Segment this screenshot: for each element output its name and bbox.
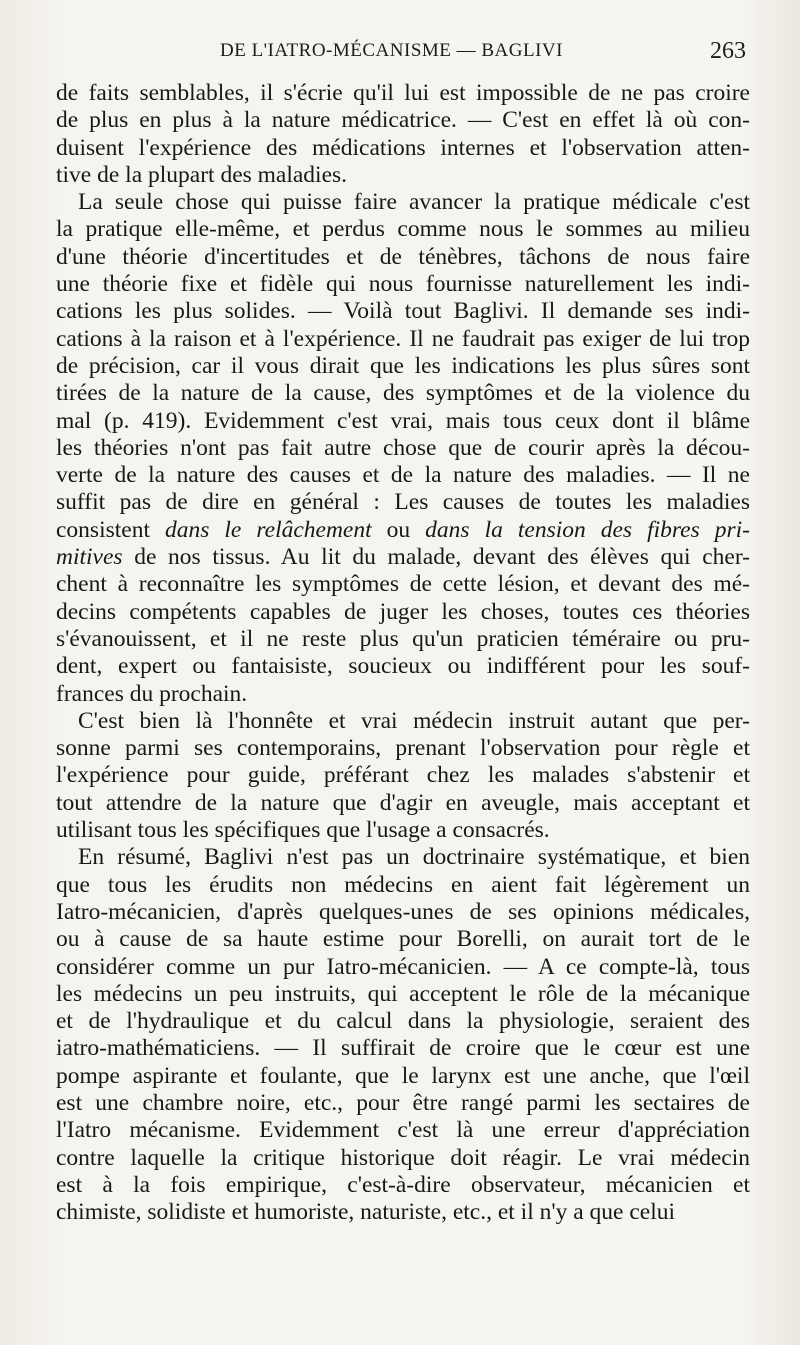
text-line: cations à la raison et à l'expérience. Il ne faudrait pas exiger de lui trop bbox=[56, 325, 750, 352]
text-line: est une chambre noire, etc., pour être rangé parmi les sectaires de bbox=[56, 1089, 750, 1116]
page-header bbox=[60, 40, 750, 70]
text-line: contre laquelle la critique historique doit réagir. Le vrai médecin bbox=[56, 1144, 750, 1171]
text-line: l'Iatro mécanisme. Evidemment c'est là une erreur d'appréciation bbox=[56, 1117, 750, 1144]
text-line: ou à cause de sa haute estime pour Borelli, on aurait tort de le bbox=[56, 926, 750, 953]
text-line: mal (p. 419). Evidemment c'est vrai, mais tous ceux dont il blâme bbox=[56, 407, 750, 434]
text-line: que tous les érudits non médecins en aient fait légèrement un bbox=[56, 871, 750, 898]
text-line: chent à reconnaître les symptômes de cette lésion, et devant des mé- bbox=[56, 571, 750, 598]
text-line: iatro-mathématiciens. — Il suffirait de croire que le cœur est une bbox=[56, 1035, 750, 1062]
text-line: les théories n'ont pas fait autre chose que de courir après la décou- bbox=[56, 434, 750, 461]
page-number: 263 bbox=[710, 38, 746, 64]
text-line: frances du prochain. bbox=[56, 680, 248, 707]
text-line: d'une théorie d'incertitudes et de ténèbres, tâchons de nous faire bbox=[56, 243, 750, 270]
text-line: decins compétents capables de juger les choses, toutes ces théories bbox=[56, 598, 750, 625]
text-line: duisent l'expérience des médications internes et l'observation atten- bbox=[56, 134, 750, 161]
text-line: C'est bien là l'honnête et vrai médecin instruit autant que per- bbox=[78, 707, 750, 734]
text-line: cations les plus solides. — Voilà tout Baglivi. Il demande ses indi- bbox=[56, 298, 750, 325]
text-line: de plus en plus à la nature médicatrice. — C'est en effet là où con- bbox=[56, 107, 750, 134]
text-line: verte de la nature des causes et de la nature des maladies. — Il ne bbox=[56, 462, 750, 489]
text-line: utilisant tous les spécifiques que l'usage a consacrés. bbox=[56, 817, 550, 844]
text-line: Iatro-mécanicien, d'après quelques-unes de ses opinions médicales, bbox=[56, 898, 750, 925]
text-line: est à la fois empirique, c'est-à-dire observateur, mécanicien et bbox=[56, 1171, 750, 1198]
text-line: s'évanouissent, et il ne reste plus qu'un praticien téméraire ou pru- bbox=[56, 625, 750, 652]
text-line: les médecins un peu instruits, qui acceptent le rôle de la mécanique bbox=[56, 980, 750, 1007]
paragraph bbox=[56, 80, 750, 189]
paragraph bbox=[56, 189, 750, 708]
text-line: pompe aspirante et foulante, que le larynx est une anche, que l'œil bbox=[56, 1062, 750, 1089]
text-line: consistent dans le relâchement ou dans la tension des fibres pri- bbox=[56, 516, 750, 543]
text-line: chimiste, solidiste et humoriste, naturiste, etc., et il n'y a que celui bbox=[56, 1199, 675, 1226]
text-line: et de l'hydraulique et du calcul dans la physiologie, seraient des bbox=[56, 1008, 750, 1035]
text-line: tirées de la nature de la cause, des symptômes et de la violence du bbox=[56, 380, 750, 407]
text-line: suffit pas de dire en général : Les causes de toutes les maladies bbox=[56, 489, 750, 516]
text-line: mitives de nos tissus. Au lit du malade, devant des élèves qui cher- bbox=[56, 544, 750, 571]
text-line: de faits semblables, il s'écrie qu'il lui est impossible de ne pas croire bbox=[56, 80, 750, 106]
text-line: En résumé, Baglivi n'est pas un doctrinaire systématique, et bien bbox=[78, 844, 750, 871]
text-line: dent, expert ou fantaisiste, soucieux ou indifférent pour les souf- bbox=[56, 653, 750, 680]
text-line: la pratique elle-même, et perdus comme nous le sommes au milieu bbox=[56, 216, 750, 243]
running-head: DE L'IATRO-MÉCANISME — BAGLIVI bbox=[220, 40, 563, 61]
paragraph bbox=[56, 844, 750, 1226]
text-line: une théorie fixe et fidèle qui nous fournisse naturellement les indi- bbox=[56, 271, 750, 298]
paragraph bbox=[56, 708, 750, 844]
text-line: tive de la plupart des maladies. bbox=[56, 161, 348, 188]
text-line: considérer comme un pur Iatro-mécanicien. — A ce compte-là, tous bbox=[56, 953, 750, 980]
text-line: de précision, car il vous dirait que les indications les plus sûres sont bbox=[56, 352, 750, 379]
text-line: sonne parmi ses contemporains, prenant l'observation pour règle et bbox=[56, 735, 750, 762]
text-line: l'expérience pour guide, préférant chez les malades s'abstenir et bbox=[56, 762, 750, 789]
text-line: tout attendre de la nature que d'agir en aveugle, mais acceptant et bbox=[56, 789, 750, 816]
text-line: La seule chose qui puisse faire avancer la pratique médicale c'est bbox=[78, 189, 750, 216]
body-text bbox=[56, 80, 750, 1226]
